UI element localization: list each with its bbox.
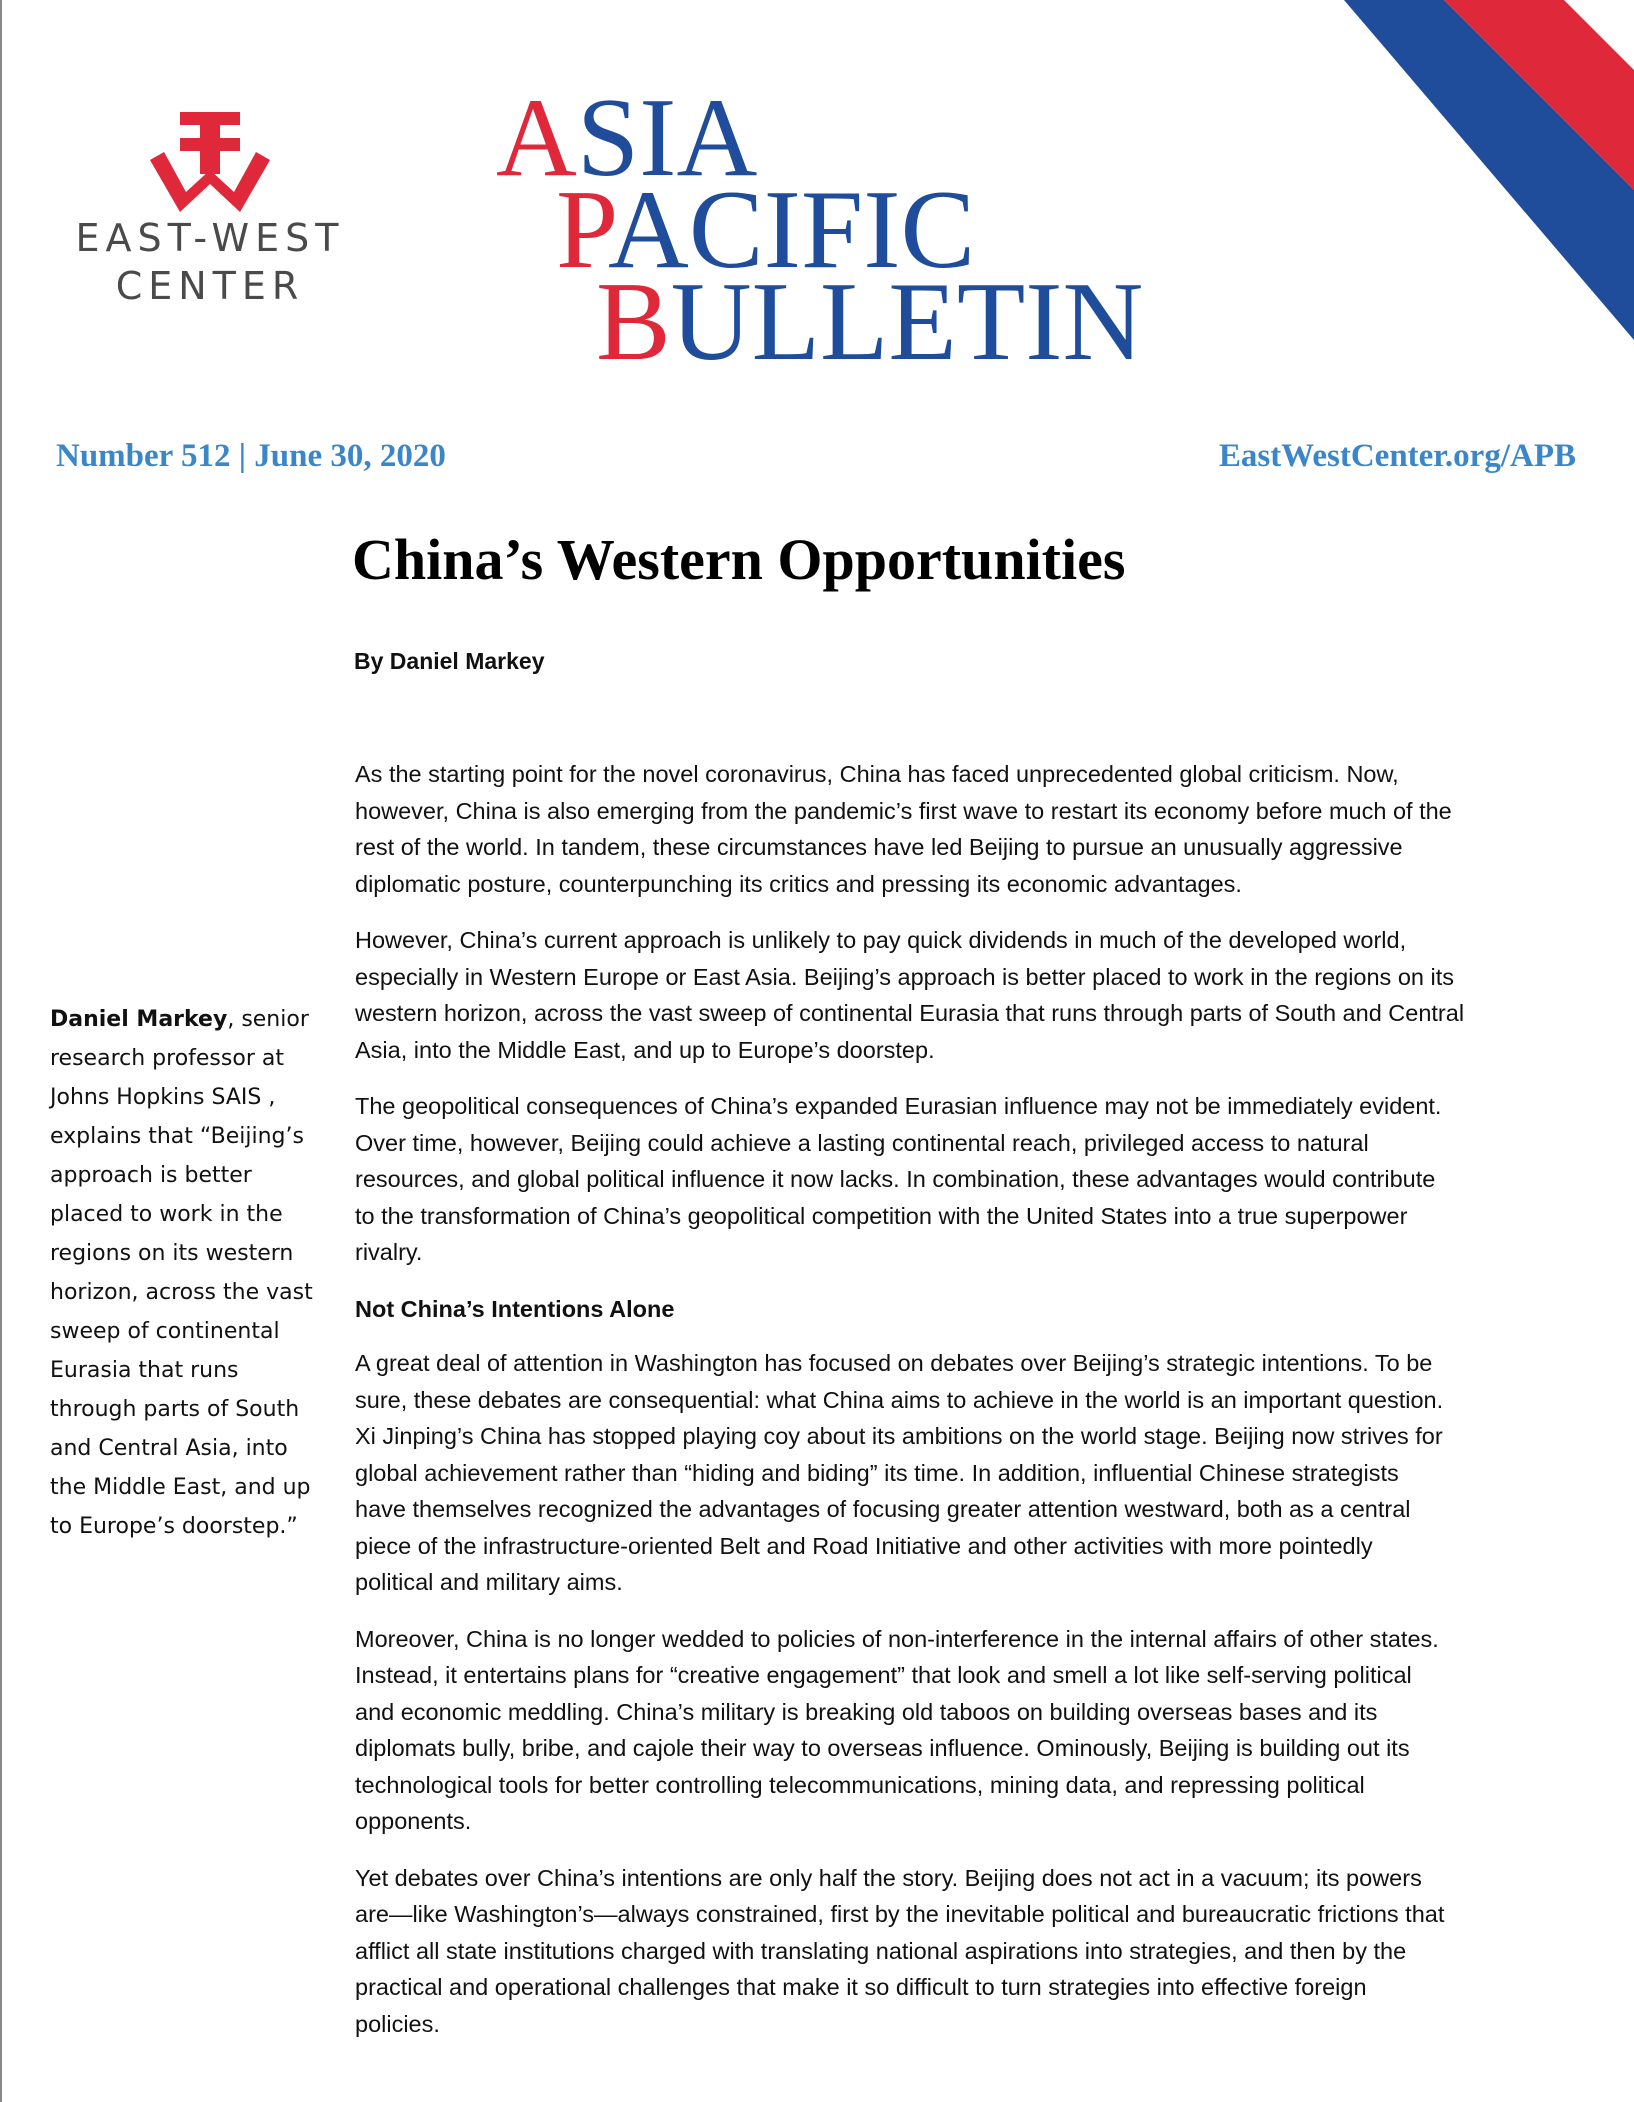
text-line: A great deal of attention in Washington has focused on debates over Beijing’s strategic intentions. To be <box>355 1350 1433 1376</box>
byline: By Daniel Markey <box>354 648 545 674</box>
masthead-initial: B <box>596 260 671 384</box>
masthead <box>496 76 1144 384</box>
text-line: however, China is also emerging from the pandemic’s first wave to restart its economy before much of the <box>355 797 1452 824</box>
text-line: Yet debates over China’s intentions are only half the story. Beijing does not act in a vacuum; its powers <box>355 1864 1422 1891</box>
text-line: especially in Western Europe or East Asia. Beijing’s approach is better placed to work in the regions on its <box>355 963 1455 990</box>
text-line: Asia, into the Middle East, and up to Europe’s doorstep. <box>355 1036 935 1063</box>
text-line: However, China’s current approach is unlikely to pay quick dividends in much of the developed world, <box>355 927 1407 953</box>
website-link[interactable]: EastWestCenter.org/APB <box>1218 438 1576 474</box>
sidebar-pull-quote <box>50 1000 340 1546</box>
sidebar-line: research professor at <box>50 1046 284 1071</box>
org-name-line1: EAST-WEST <box>75 216 345 260</box>
article-paragraph <box>355 922 1585 1068</box>
article-title: China’s Western Opportunities <box>352 527 1126 592</box>
text-line: rivalry. <box>355 1239 423 1265</box>
sidebar-line: and Central Asia, into <box>50 1436 288 1461</box>
masthead-initial: A <box>496 76 577 200</box>
text-line: rest of the world. In tandem, these circumstances have led Beijing to pursue an unusually aggressive <box>355 834 1403 860</box>
text-line: piece of the infrastructure-oriented Belt and Road Initiative and other activities with more pointedly <box>355 1532 1373 1559</box>
text-line: policies. <box>355 2010 440 2037</box>
issue-number-date: Number 512 | June 30, 2020 <box>56 438 446 474</box>
sidebar-line: approach is better <box>50 1163 252 1188</box>
sidebar-line: explains that “Beijing’s <box>50 1124 304 1149</box>
text-line: western horizon, across the vast sweep of continental Eurasia that runs through parts of South and Central <box>355 1000 1465 1026</box>
text-line: political and military aims. <box>355 1569 623 1595</box>
sidebar-line: , senior <box>227 1007 309 1032</box>
text-line: Moreover, China is no longer wedded to policies of non-interference in the internal affairs of other states. <box>355 1625 1439 1652</box>
sidebar-line: regions on its western <box>50 1241 294 1266</box>
text-line: practical and operational challenges that make it so difficult to turn strategies into effective foreign <box>355 1974 1367 2000</box>
article-paragraph <box>355 1621 1585 1840</box>
east-west-center-emblem-icon <box>146 110 274 214</box>
sidebar-line: Johns Hopkins SAIS , <box>50 1085 276 1110</box>
sidebar-line: through parts of South <box>50 1397 300 1422</box>
east-west-center-logo <box>70 110 350 310</box>
sidebar-line: horizon, across the vast <box>50 1280 313 1305</box>
article-paragraph <box>355 1088 1585 1271</box>
masthead-rest: SIA <box>576 76 758 200</box>
article-paragraph <box>355 1860 1585 2043</box>
text-line: global achievement rather than “hiding and biding” its time. In addition, influential Chinese strategists <box>355 1459 1399 1486</box>
masthead-rest: ULLETIN <box>670 260 1144 384</box>
text-line: As the starting point for the novel coronavirus, China has faced unprecedented global criticism. Now, <box>355 761 1399 787</box>
sidebar-line: Eurasia that runs <box>50 1358 239 1383</box>
org-name-line2: CENTER <box>115 264 305 308</box>
sidebar-line: to Europe’s doorstep.” <box>50 1514 298 1539</box>
article-paragraph <box>355 1345 1585 1601</box>
text-line: to the transformation of China’s geopolitical competition with the United States into a true superpower <box>355 1202 1408 1229</box>
text-line: technological tools for better controlling telecommunications, mining data, and repressing political <box>355 1771 1365 1798</box>
text-line: diplomatic posture, counterpunching its critics and pressing its economic advantages. <box>355 870 1242 897</box>
text-line: Instead, it entertains plans for “creative engagement” that look and smell a lot like self-serving political <box>355 1662 1412 1688</box>
sidebar-author-name: Daniel Markey <box>50 1007 228 1032</box>
text-line: The geopolitical consequences of China’s expanded Eurasian influence may not be immediately evident. <box>355 1093 1442 1119</box>
text-line: Xi Jinping’s China has stopped playing coy about its ambitions on the world stage. Beijing now strives for <box>355 1423 1443 1449</box>
text-line: resources, and global political influence it now lacks. In combination, these advantages would contribute <box>355 1166 1436 1192</box>
text-line: are—like Washington’s—always constrained, first by the inevitable political and bureaucratic frictions that <box>355 1901 1445 1927</box>
text-line: opponents. <box>355 1808 472 1834</box>
text-line: and economic meddling. China’s military is breaking old taboos on building overseas bases and its <box>355 1698 1378 1725</box>
text-line: afflict all state institutions charged with translating national aspirations into strategies, and then by the <box>355 1937 1407 1964</box>
article-body <box>355 756 1585 2062</box>
page-border <box>0 0 2 2102</box>
article-paragraph <box>355 756 1585 902</box>
masthead-rest: ACIFIC <box>608 168 976 292</box>
sidebar-line: placed to work in the <box>50 1202 283 1227</box>
sidebar-line: the Middle East, and up <box>50 1475 311 1500</box>
text-line: sure, these debates are consequential: what China aims to achieve in the world is an important question. <box>355 1386 1444 1413</box>
corner-stripes <box>1274 0 1634 360</box>
section-heading: Not China’s Intentions Alone <box>355 1295 675 1322</box>
text-line: Over time, however, Beijing could achieve a lasting continental reach, privileged access to natural <box>355 1129 1369 1156</box>
masthead-initial: P <box>556 168 609 292</box>
text-line: have themselves recognized the advantages of focusing greater attention westward, both as a central <box>355 1496 1411 1522</box>
sidebar-line: sweep of continental <box>50 1319 280 1344</box>
text-line: diplomats bully, bribe, and cajole their way to overseas influence. Ominously, Beijing is building out its <box>355 1735 1410 1761</box>
